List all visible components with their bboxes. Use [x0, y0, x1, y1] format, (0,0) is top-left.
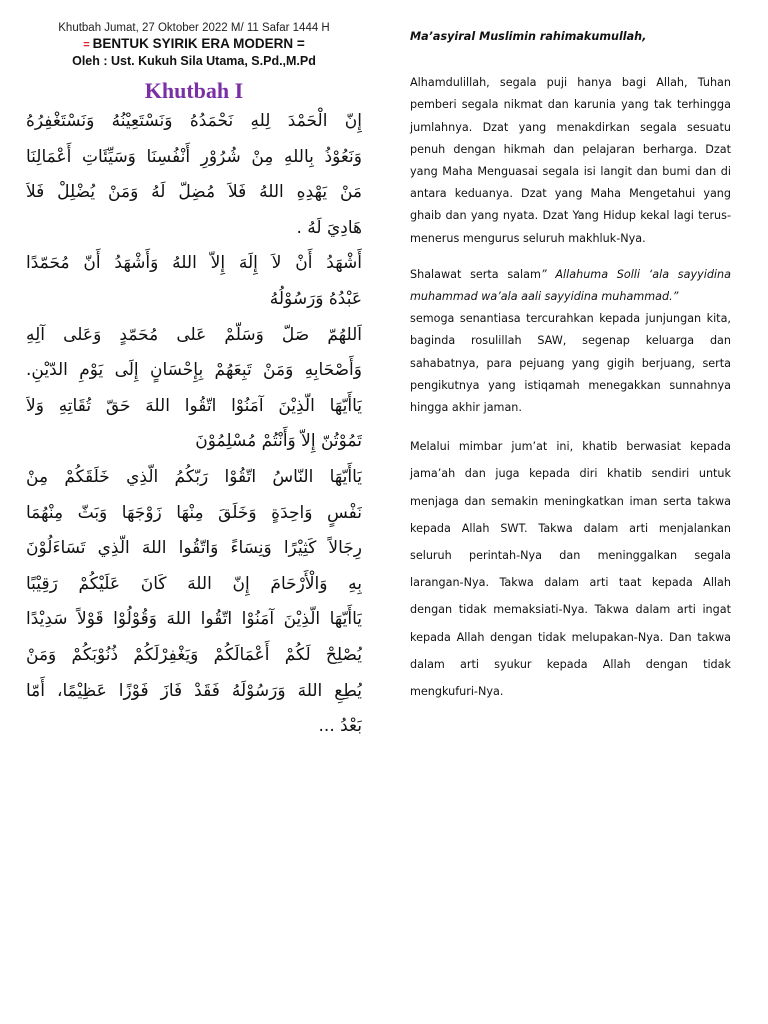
section-title: Khutbah I [144, 78, 244, 103]
date-line: Khutbah Jumat, 27 Oktober 2022 M/ 11 Safar 1444 H [58, 22, 330, 34]
arabic-line: يُطِعِ اللهَ وَرَسُوْلَهُ فَقَدْ فَازَ فَوْزًا عَظِيْمًا، أَمّا [26, 680, 362, 701]
arabic-line: يَاأَيّهَا الّذِيْنَ آمَنُوْا اتّقُوا اللهَ وَقُوْلُوْا قَوْلاً سَدِيْدًا [26, 609, 362, 630]
paragraph-praise: Alhamdulillah, segala puji hanya bagi Allah, Tuhan pemberi segala nikmat dan karunia yang tak terhingga jumlahnya. Dzat yang menakdirkan segala sesuatu penuh dengan hikmah dan pelajaran berharga. Dzat yang Maha Menguasai segala isi langit dan bumi dan di antara keduanya. Dzat yang Maha Mengetahui yang ghaib dan yang nyata. Dzat Yang Hidup kekal lagi terus-menerus mengurus seluruh makhluk-Nya. [410, 76, 731, 245]
arabic-line: نَفْسٍ وَاحِدَةٍ وَخَلَقَ مِنْهَا زَوْجَهَا وَبَثّ مِنْهُمَا [26, 502, 362, 523]
arabic-line: وَنَعُوْذُ بِاللهِ مِنْ شُرُوْرِ أَنْفُسِنَا وَسَيِّئَاتِ أَعْمَالِنَا [26, 146, 362, 167]
arabic-line: تَمُوْتُنّ إِلاّ وَأَنْتُمْ مُسْلِمُوْنَ [195, 431, 362, 452]
author-line: Oleh : Ust. Kukuh Sila Utama, S.Pd.,M.Pd [72, 54, 316, 68]
right-column [410, 26, 731, 719]
arabic-line: بِهِ وَالْأَرْحَامَ إِنّ اللهَ كَانَ عَلَيْكُمْ رَقِيْبًا [26, 573, 362, 594]
sermon-heading [26, 36, 362, 51]
arabic-line: يُصْلِحْ لَكُمْ أَعْمَالَكُمْ وَيَغْفِرْلَكُمْ ذُنُوْبَكُمْ وَمَنْ [26, 644, 362, 665]
paragraph-wasiat: Melalui mimbar jum’at ini, khatib berwasiat kepada jama’ah dan juga kepada diri khatib sendiri untuk menjaga dan semakin meningkatkan iman serta takwa kepada Allah SWT. Takwa dalam arti menjalankan seluruh perintah-Nya dan meninggalkan segala larangan-Nya. Takwa dalam arti taat kepada Allah dengan tidak memaksiati-Nya. Takwa dalam arti ingat kepada Allah dengan tidak melupakan-Nya. Dan takwa dalam arti syukur kepada Allah dengan tidak mengkufuri-Nya. [410, 440, 731, 699]
greeting: Ma’asyiral Muslimin rahimakumullah, [410, 30, 647, 43]
sermon-title: BENTUK SYIRIK ERA MODERN = [92, 36, 305, 51]
arabic-line: إِنّ الْحَمْدَ لِلهِ نَحْمَدُهُ وَنَسْتَعِيْنُهُ وَنَسْتَغْفِرُهُ [26, 111, 362, 131]
arabic-line: مَنْ يَهْدِهِ اللهُ فَلاَ مُضِلّ لَهُ وَمَنْ يُضْلِلْ فَلاَ [26, 182, 362, 203]
shalawat-rest: semoga senantiasa tercurahkan kepada junjungan kita, baginda rosulillah SAW, segenap keluarga dan sahabatnya, para pejuang yang gigih berjuang, serta pengikutnya yang istiqamah menegakkan sunnahnya hingga akhir jaman. [410, 312, 731, 415]
arabic-line: هَادِيَ لَهُ . [296, 217, 362, 238]
arabic-line: بَعْدُ ... [318, 716, 362, 737]
arabic-line: يَاأَيّهَا الّذِيْنَ آمَنُوْا اتّقُوا اللهَ حَقّ تُقَاتِهِ وَلاَ [26, 395, 362, 416]
arabic-line: وَأَصْحَابِهِ وَمَنْ تَبِعَهُمْ بِإِحْسَانٍ إِلَى يَوْمِ الدّيْنِ. [26, 360, 362, 381]
left-column [26, 22, 362, 745]
shalawat-lead: Shalawat serta salam [410, 267, 541, 281]
arabic-line: أَشْهَدُ أَنْ لاَ إِلَهَ إِلاّ اللهُ وَأَشْهَدُ أَنّ مُحَمّدًا [26, 253, 362, 274]
arabic-line: رِجَالاً كَثِيْرًا وَنِسَاءً وَاتّقُوا اللهَ الّذِي تَسَاءَلُوْنَ [26, 538, 362, 559]
arabic-opening [26, 104, 362, 745]
arabic-line: عَبْدُهُ وَرَسُوْلُهُ [269, 288, 362, 309]
arabic-line: يَاأَيّهَا النّاسُ اتّقُوْا رَبّكُمُ الّذِي خَلَقَكُمْ مِنْ [26, 466, 362, 487]
paragraph-shalawat [410, 264, 731, 419]
shalawat-italic: ” Allahuma Solli ‘ala sayyidina muhammad wa’ala aali sayyidina muhammad.” [410, 267, 731, 304]
title-mark: = [83, 39, 90, 51]
arabic-line: اَللهُمّ صَلّ وَسَلّمْ عَلى مُحَمّدٍ وَعَلى آلِهِ [26, 324, 362, 345]
